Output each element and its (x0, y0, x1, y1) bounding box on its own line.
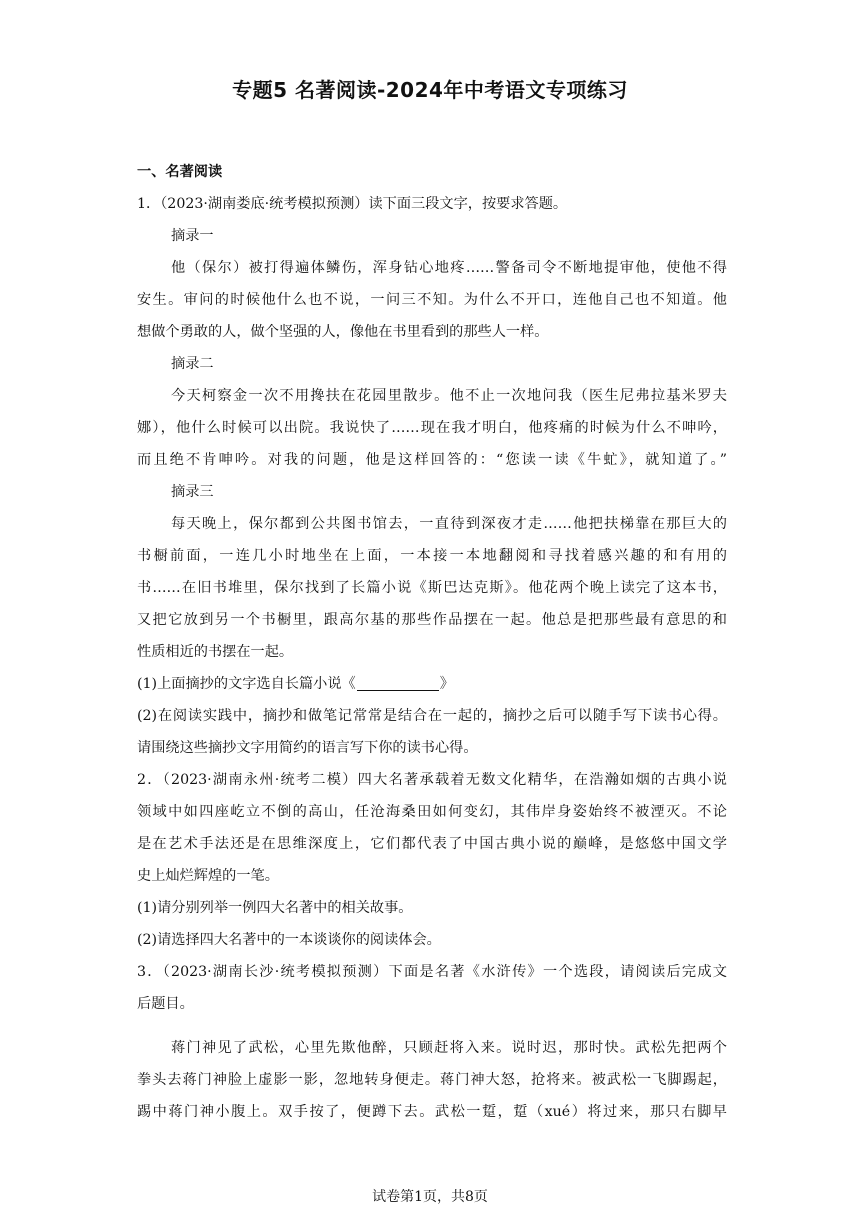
excerpt-1-line: 想做个勇敢的人，做个坚强的人，像他在书里看到的那些人一样。 (137, 324, 549, 340)
sub-1-close: 》 (439, 676, 454, 692)
question-3 (137, 956, 727, 1128)
excerpt-1-line: 他（保尔）被打得遍体鳞伤，浑身钻心地疼……警备司令不断地提审他，使他不得 (171, 260, 727, 276)
question-2-stem: 是在艺术手法还是在思维深度上，它们都代表了中国古典小说的巅峰，是悠悠中国文学 (137, 836, 727, 852)
excerpt-3-line: 每天晚上，保尔都到公共图书馆去，一直待到深夜才走……他把扶梯靠在那巨大的 (171, 516, 727, 532)
excerpt-2-line: 而且绝不肯呻吟。对我的问题，他是这样回答的：“您读一读《牛虻》，就知道了。” (137, 452, 727, 468)
question-2-stem: 2．（2023·湖南永州·统考二模）四大名著承载着无数文化精华，在浩瀚如烟的古典小说 (137, 772, 727, 788)
page-footer: 试卷第1页，共8页 (372, 1189, 488, 1205)
question-1-sub-2: (2)在阅读实践中，摘抄和做笔记常常是结合在一起的，摘抄之后可以随手写下读书心得。 (137, 708, 727, 724)
excerpt-1-line: 安生。审问的时候他什么也不说，一问三不知。为什么不开口，连他自己也不知道。他 (137, 292, 727, 308)
sub-1-prompt: (1)上面摘抄的文字选自长篇小说《 (137, 676, 356, 692)
excerpt-2-line: 娜），他什么时候可以出院。我说快了……现在我才明白，他疼痛的时候为什么不呻吟， (137, 420, 727, 436)
question-2-sub-2: (2)请选择四大名著中的一本谈谈你的阅读体会。 (137, 932, 441, 948)
excerpt-2-label: 摘录二 (171, 356, 214, 372)
excerpt-3-line: 又把它放到另一个书橱里，跟高尔基的那些作品摆在一起。他总是把那些最有意思的和 (137, 612, 727, 628)
excerpt-3-label: 摘录三 (171, 484, 214, 500)
excerpt-1-label: 摘录一 (171, 228, 214, 244)
question-2-sub-1: (1)请分别列举一例四大名著中的相关故事。 (137, 900, 413, 916)
question-1-sub-1 (137, 668, 727, 700)
passage-line: 拳头去蒋门神脸上虚影一影，忽地转身便走。蒋门神大怒，抢将来。被武松一飞脚踢起， (137, 1072, 727, 1088)
question-1 (137, 188, 727, 764)
question-1-sub-2: 请围绕这些摘抄文字用简约的语言写下你的读书心得。 (137, 740, 478, 756)
excerpt-3-line: 书橱前面，一连几小时地坐在上面，一本接一本地翻阅和寻找着感兴趣的和有用的 (137, 548, 727, 564)
question-2 (137, 764, 727, 956)
answer-blank[interactable] (357, 672, 439, 691)
question-3-stem: 3．（2023·湖南长沙·统考模拟预测）下面是名著《水浒传》一个选段，请阅读后完成文 (137, 964, 727, 980)
page-title: 专题5 名著阅读-2024年中考语文专项练习 (232, 78, 628, 102)
passage-line: 踢中蒋门神小腹上。双手按了，便蹲下去。武松一踅，踅（xué）将过来，那只右脚早 (137, 1104, 727, 1120)
section-heading: 一、名著阅读 (137, 164, 223, 180)
document-body (137, 156, 727, 1128)
passage-line: 蒋门神见了武松，心里先欺他醉，只顾赶将入来。说时迟，那时快。武松先把两个 (171, 1040, 727, 1056)
excerpt-3-line: 性质相近的书摆在一起。 (137, 644, 294, 660)
question-2-stem: 领域中如四座屹立不倒的高山，任沧海桑田如何变幻，其伟岸身姿始终不被湮灭。不论 (137, 804, 727, 820)
question-1-stem: 1．（2023·湖南娄底·统考模拟预测）读下面三段文字，按要求答题。 (137, 196, 568, 212)
question-2-stem: 史上灿烂辉煌的一笔。 (137, 868, 279, 884)
question-3-stem: 后题目。 (137, 996, 194, 1012)
excerpt-3-line: 书……在旧书堆里，保尔找到了长篇小说《斯巴达克斯》。他花两个晚上读完了这本书， (137, 580, 727, 596)
excerpt-2-line: 今天柯察金一次不用搀扶在花园里散步。他不止一次地问我（医生尼弗拉基米罗夫 (171, 388, 727, 404)
